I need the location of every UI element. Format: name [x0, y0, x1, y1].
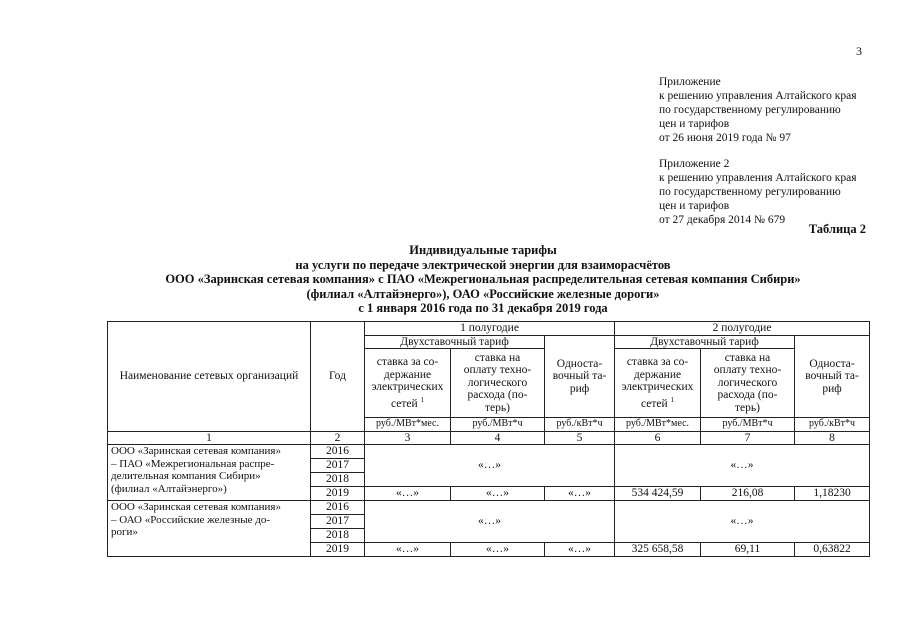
header-text-line: ставка на	[474, 351, 521, 364]
page-number: 3	[856, 44, 862, 58]
col-number: 2	[311, 431, 365, 445]
org-name-line: – ПАО «Межрегиональная распре-	[111, 457, 275, 470]
merged-values-h1: «…»	[365, 501, 615, 543]
col-number: 4	[451, 431, 545, 445]
header-text-line: логического	[717, 376, 778, 389]
value-cell: 1,18230	[795, 487, 870, 501]
header-text-line: расхода (по-	[467, 389, 528, 402]
table-label: Таблица 2	[808, 222, 866, 236]
header-text-line	[618, 394, 697, 410]
title-line: на услуги по передаче электрической энергии для взаиморасчётов	[295, 257, 671, 272]
document-title	[108, 243, 858, 316]
title-line: (филиал «Алтайэнерго»), ОАО «Российские железные дороги»	[306, 286, 660, 301]
org-name-line: – ОАО «Российские железные до-	[111, 513, 270, 526]
org-name-cell	[108, 445, 311, 501]
header-org-name: Наименование сетевых организаций	[108, 322, 311, 432]
value-cell: «…»	[451, 543, 545, 557]
col-number: 8	[795, 431, 870, 445]
value-cell: 0,63822	[795, 543, 870, 557]
org-name-line: ООО «Заринская сетевая компания»	[111, 445, 281, 457]
value-cell: «…»	[365, 543, 451, 557]
title-line: с 1 января 2016 года по 31 декабря 2019 года	[358, 301, 608, 315]
year-cell: 2019	[311, 543, 365, 557]
header-text-line: держание	[383, 368, 432, 381]
header-text-line: электрических	[371, 381, 444, 394]
appendix-line: по государственному регулированию	[659, 104, 841, 116]
tariffs-table	[107, 321, 870, 557]
header-text-line: держание	[633, 368, 682, 381]
unit-one-h2: руб./кВт*ч	[795, 418, 870, 432]
org-name-cell	[108, 501, 311, 557]
value-cell: «…»	[545, 487, 615, 501]
header-text-line	[368, 394, 447, 410]
header-two-rate-h2: Двухставочный тариф	[615, 335, 795, 349]
appendix-note-original	[659, 157, 857, 227]
value-cell: 534 424,59	[615, 487, 701, 501]
col-number: 7	[701, 431, 795, 445]
header-text-line: оплату техно-	[713, 364, 782, 377]
appendix-note-current	[659, 75, 857, 145]
appendix-line: от 27 декабря 2014 № 679	[659, 214, 786, 226]
value-cell: «…»	[451, 487, 545, 501]
header-text-line: ставка за со-	[626, 356, 689, 369]
value-cell: 69,11	[701, 543, 795, 557]
year-cell: 2016	[311, 445, 365, 459]
header-text-line: электрических	[621, 381, 694, 394]
unit-maint-h1: руб./МВт*мес.	[365, 418, 451, 432]
appendix-line: цен и тарифов	[659, 200, 730, 212]
col-number: 3	[365, 431, 451, 445]
value-cell: «…»	[545, 543, 615, 557]
header-text-line: ставка за со-	[376, 356, 439, 369]
header-text-line: расхода (по-	[717, 389, 778, 402]
title-line: Индивидуальные тарифы	[409, 243, 557, 257]
header-one-rate-h1	[545, 335, 615, 418]
merged-values-h2: «…»	[615, 501, 870, 543]
footnote-mark: 1	[670, 395, 675, 404]
header-text-line: вочный та-	[805, 370, 859, 382]
col-number: 5	[545, 431, 615, 445]
appendix-line: по государственному регулированию	[659, 186, 841, 198]
appendix-line: к решению управления Алтайского края	[659, 172, 857, 184]
value-cell: 216,08	[701, 487, 795, 501]
header-text-line: вочный та-	[552, 370, 607, 382]
value-cell: 325 658,58	[615, 543, 701, 557]
appendix-line: к решению управления Алтайского края	[659, 90, 857, 102]
header-maint-rate-h2	[615, 349, 701, 418]
merged-values-h1: «…»	[365, 445, 615, 487]
table-row	[108, 501, 870, 515]
year-cell: 2017	[311, 515, 365, 529]
col-number: 6	[615, 431, 701, 445]
appendix-line: Приложение 2	[659, 158, 730, 170]
header-year: Год	[311, 322, 365, 432]
header-text-fragment: сетей	[390, 397, 418, 410]
header-text-line: логического	[467, 376, 528, 389]
header-text-line: терь)	[485, 401, 510, 414]
year-cell: 2018	[311, 529, 365, 543]
header-text-line: терь)	[735, 401, 760, 414]
header-text-line: Односта-	[556, 357, 603, 370]
header-loss-rate-h2	[701, 349, 795, 418]
year-cell: 2018	[311, 473, 365, 487]
title-line: ООО «Заринская сетевая компания» с ПАО «Межрегиональная распределительная сетевая компания Сибири»	[165, 272, 801, 286]
table-row	[108, 445, 870, 459]
unit-maint-h2: руб./МВт*мес.	[615, 418, 701, 432]
appendix-line: цен и тарифов	[659, 118, 730, 130]
footnote-mark: 1	[420, 395, 424, 404]
header-maint-rate-h1	[365, 349, 451, 418]
header-half2: 2 полугодие	[615, 322, 870, 336]
org-name-line: ООО «Заринская сетевая компания»	[111, 501, 281, 513]
header-text-line: оплату техно-	[463, 364, 532, 377]
header-one-rate-h2	[795, 335, 870, 418]
org-name-line: делительная компания Сибири»	[111, 470, 261, 482]
appendix-line: от 26 июня 2019 года № 97	[659, 132, 791, 144]
org-name-line: роги»	[111, 526, 138, 538]
value-cell: «…»	[365, 487, 451, 501]
year-cell: 2017	[311, 459, 365, 473]
org-name-line: (филиал «Алтайэнерго»)	[111, 482, 227, 495]
year-cell: 2019	[311, 487, 365, 501]
header-text-fragment: сетей	[641, 397, 668, 410]
year-cell: 2016	[311, 501, 365, 515]
col-number: 1	[108, 431, 311, 445]
unit-one-h1: руб./кВт*ч	[545, 418, 615, 432]
header-loss-rate-h1	[451, 349, 545, 418]
header-two-rate-h1: Двухставочный тариф	[365, 335, 545, 349]
header-text-line: Односта-	[809, 357, 855, 370]
appendix-line: Приложение	[659, 76, 721, 88]
unit-loss-h2: руб./МВт*ч	[701, 418, 795, 432]
merged-values-h2: «…»	[615, 445, 870, 487]
unit-loss-h1: руб./МВт*ч	[451, 418, 545, 432]
header-text-line: ставка на	[724, 351, 771, 364]
header-half1: 1 полугодие	[365, 322, 615, 336]
header-text-line: риф	[569, 382, 590, 395]
header-text-line: риф	[822, 382, 842, 395]
